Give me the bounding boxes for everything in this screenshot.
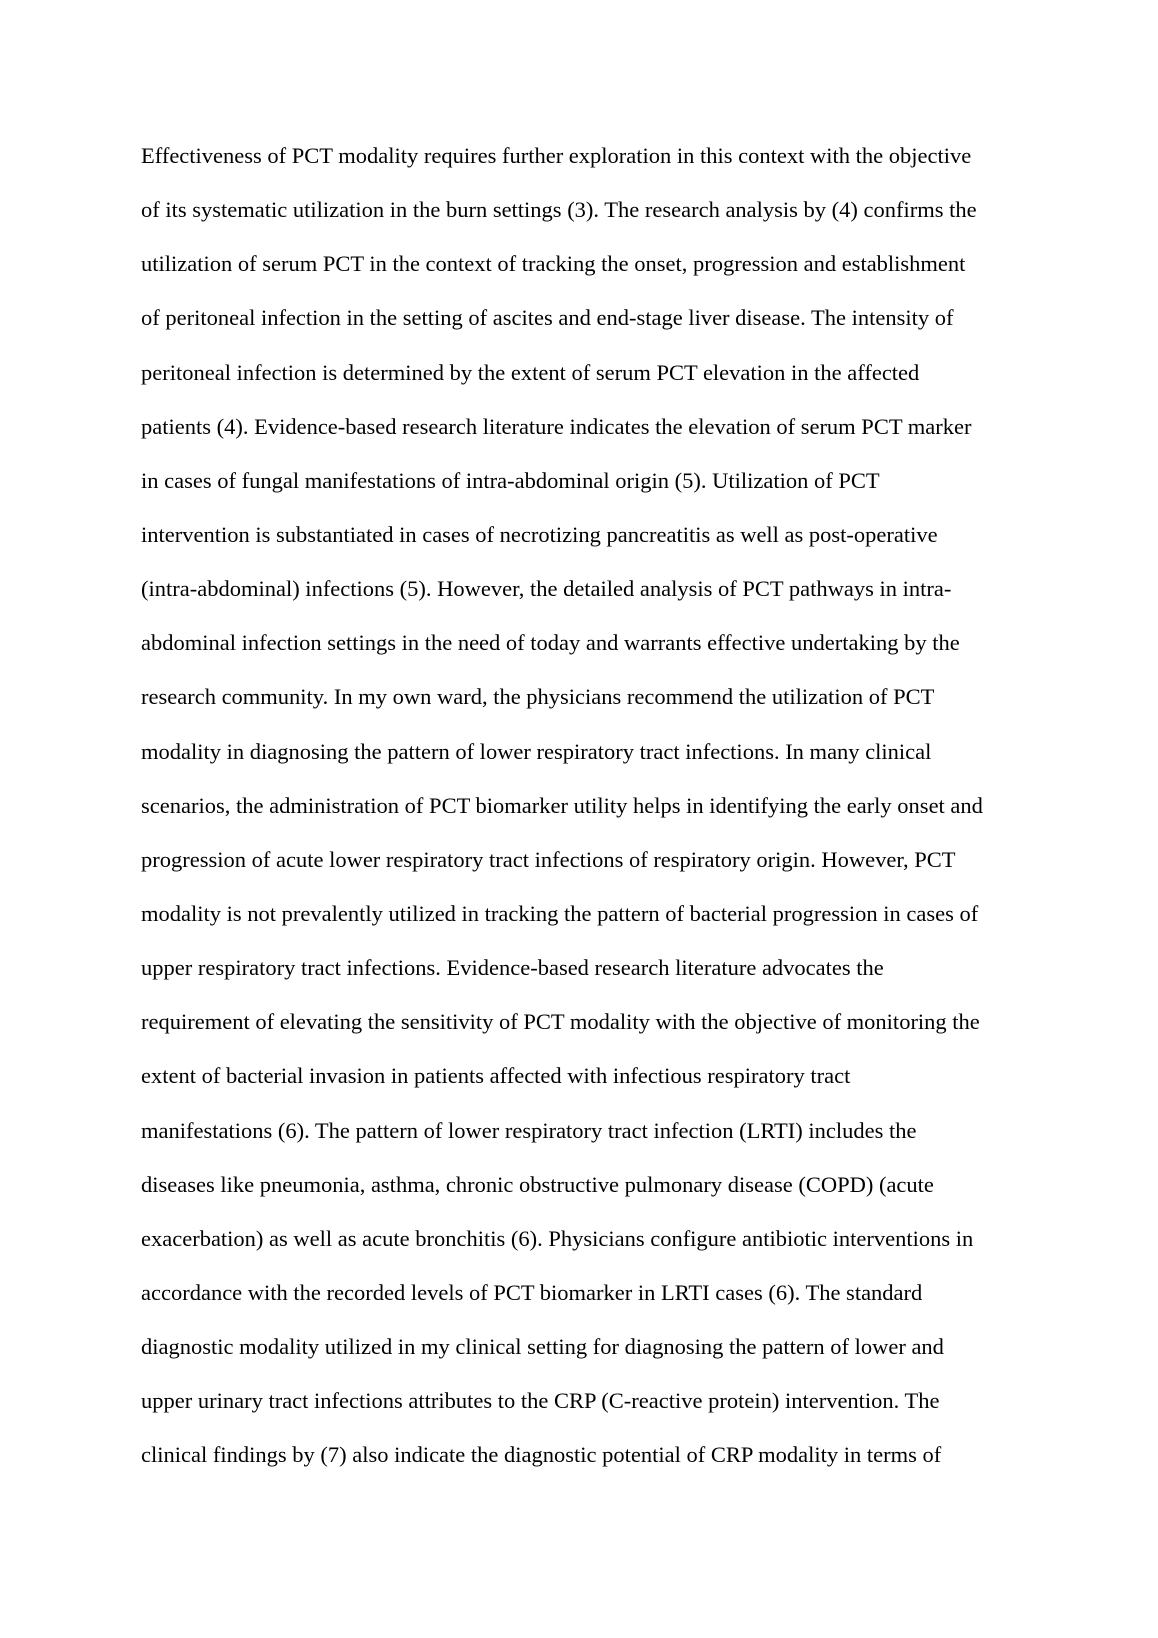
text-line: requirement of elevating the sensitivity of PCT modality with the objective of monitoring the [141, 1009, 980, 1035]
text-line: Effectiveness of PCT modality requires further exploration in this context with the objective [141, 143, 972, 168]
text-line: accordance with the recorded levels of PCT biomarker in LRTI cases (6). The standard [141, 1279, 923, 1305]
text-line: of its systematic utilization in the burn settings (3). The research analysis by (4) confirms the [141, 197, 977, 223]
text-line: abdominal infection settings in the need of today and warrants effective undertaking by the [141, 630, 960, 656]
text-line: peritoneal infection is determined by the extent of serum PCT elevation in the affected [141, 359, 920, 385]
text-line: upper urinary tract infections attributes to the CRP (C-reactive protein) intervention. The [141, 1388, 940, 1414]
text-line: (intra-abdominal) infections (5). However, the detailed analysis of PCT pathways in intra- [141, 576, 952, 602]
text-line: manifestations (6). The pattern of lower respiratory tract infection (LRTI) includes the [141, 1117, 917, 1143]
text-line: patients (4). Evidence-based research literature indicates the elevation of serum PCT marker [141, 413, 972, 439]
text-line: clinical findings by (7) also indicate the diagnostic potential of CRP modality in terms of [141, 1442, 942, 1468]
text-line: intervention is substantiated in cases of necrotizing pancreatitis as well as post-operative [141, 521, 938, 547]
text-line: scenarios, the administration of PCT biomarker utility helps in identifying the early onset and [141, 792, 983, 818]
text-line: research community. In my own ward, the physicians recommend the utilization of PCT [141, 684, 935, 710]
text-line: extent of bacterial invasion in patients affected with infectious respiratory tract [141, 1063, 851, 1089]
text-line: modality in diagnosing the pattern of lower respiratory tract infections. In many clinical [141, 738, 932, 764]
text-line: diseases like pneumonia, asthma, chronic obstructive pulmonary disease (COPD) (acute [141, 1171, 934, 1197]
text-line: of peritoneal infection in the setting of ascites and end-stage liver disease. The intensity of [141, 305, 954, 331]
body-paragraph [141, 129, 1041, 1483]
text-line: in cases of fungal manifestations of intra-abdominal origin (5). Utilization of PCT [141, 467, 880, 493]
text-line: progression of acute lower respiratory tract infections of respiratory origin. However, PCT [141, 846, 956, 872]
text-line: modality is not prevalently utilized in tracking the pattern of bacterial progression in cases of [141, 900, 979, 926]
text-line: exacerbation) as well as acute bronchitis (6). Physicians configure antibiotic interventions in [141, 1225, 974, 1251]
text-line: utilization of serum PCT in the context of tracking the onset, progression and establishment [141, 251, 966, 277]
text-line: upper respiratory tract infections. Evidence-based research literature advocates the [141, 955, 884, 981]
text-line: diagnostic modality utilized in my clinical setting for diagnosing the pattern of lower and [141, 1334, 944, 1360]
